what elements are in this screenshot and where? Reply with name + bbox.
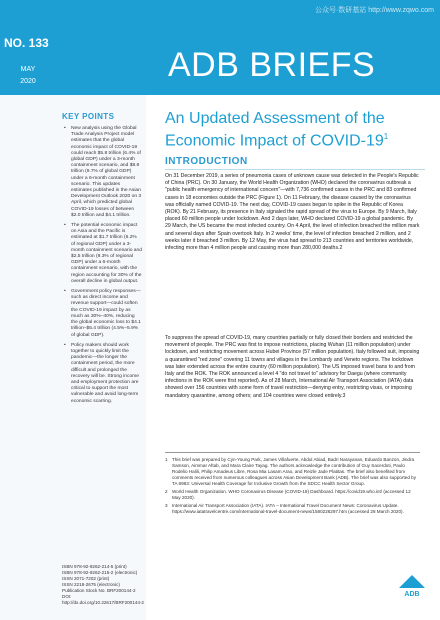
issue-box [0, 0, 56, 95]
series-title: ADB BRIEFS [168, 46, 376, 84]
section-heading-introduction: INTRODUCTION [165, 156, 425, 170]
footnote-1 [165, 457, 420, 487]
doi-link[interactable]: DOI: http://dx.doi.org/10.22617/BRF200144-2 [62, 594, 144, 605]
adb-logo-text: ADB [404, 591, 420, 598]
adb-logo [398, 574, 426, 598]
isbn-electronic: ISBN 978-92-9262-215-2 (electronic) [62, 570, 138, 575]
key-point-item: • New analysis using the Global Trade Analysis Project model estimates that the global economic impact of COVID-19 could reach $5.8 trillion (6.4% of global GDP) under a 3-month containment scenario, and $8.8 trillion (9.7% of global GDP) under a 6-month containment scenario. This updates estimates published in the Asian Development Outlook 2020 on 3 April, which predicted global COVID-19 losses of between $2.0 trillion and $4.1 trillion. [64, 126, 142, 219]
issue-month: MAY [20, 66, 36, 73]
article-title-text: An Updated Assessment of the Economic Impact of COVID-19 [165, 110, 385, 150]
footnotes [165, 452, 420, 517]
header-banner [0, 0, 440, 95]
footnote-number: 2 [165, 489, 168, 494]
issue-number: NO. 133 [4, 36, 49, 50]
watermark-text: 公众号·数研基站 http://www.zqwo.com [314, 7, 434, 14]
issue-year: 2020 [20, 78, 36, 85]
stock-number: Publication Stock No. BRF200144-2 [62, 588, 136, 593]
footnote-text: This brief was prepared by Cyn-Young Park, James Villafuerte, Abdul Abiad, Badri Narayanan, Eduardo Banzon, Jindra Samson, Aimmar Aftab, and Mara Claire Tayag. The authors acknowledge the contribution of Guy Sacerdoti, Paulo Rodelio Halili, Philip Amadeus Libre, Rosa Mia Lasam Arao, and Reizle Jade Platitas. The brief also benefited from comments received from numerous colleagues across Asian Development Bank (ADB). The brief was also supported by TA 8983: Universal Health Coverage for Inclusive Growth from the SDCC Health Sector Group. [172, 457, 417, 486]
key-point-item: • The potential economic impact on Asia and the Pacific is estimated at $1.7 trillion (6.2% of regional GDP) under a 3-month containment scenario and $2.5 trillion (9.3% of regional GDP) under a 6-month containment scenario, with the region accounting for 30% of the overall decline in global output. [64, 223, 142, 285]
footnote-number: 1 [165, 457, 168, 462]
intro-paragraph-2: To suppress the spread of COVID-19, many countries partially or fully closed their borders and restricted the movement of people. The PRC was first to impose restrictions, placing Wuhan (11 million population) under lockdown, and restricting movement across Hubei Province (57 million population). Italy followed suit, imposing a quarantined "red zone" covering 11 towns and villages in the Lombardy and Veneto regions. The lockdown was later extended across the entire country (60 million population). The US imposed travel bans to and from Italy and the ROK. The ROK announced a level 4 "do not travel to" advisory for Daegu (where community infections in the ROK were first reported). As of 28 March, International Air Transport Association (IATA) data showed over 156 countries with some form of travel restriction—denying entry, restricting visas, or imposing mandatory quarantine, among others; and 104 countries were closed entirely.3 [165, 335, 420, 399]
article-title [165, 110, 425, 150]
issn-electronic: ISSN 2218-2675 (electronic) [62, 582, 120, 587]
footnote-text[interactable]: World Health Organization. WHO Coronavirus Disease (COVID-19) Dashboard. https://covid19.who.int/ (accessed 12 May 2020). [172, 489, 411, 500]
footnote-2 [165, 489, 420, 501]
key-points-list [64, 126, 142, 409]
intro-paragraph-1: On 31 December 2019, a series of pneumonia cases of unknown cause was detected in the People's Republic of China (PRC). On 30 January, the World Health Organization (WHO) declared the coronavirus outbreak a "public health emergency of international concern"—with 7,736 confirmed cases in the PRC and 83 confirmed cases in 18 economies outside the PRC (Figure 1). On 11 February, the disease caused by the coronavirus was officially named COVID-19. The next day, COVID-19 cases began to spike in the Republic of Korea (ROK). By 21 February, its presence in Italy signaled the rapid spread of the virus to Europe. By 9 March, Italy placed 60 million people under lockdown. And 2 days later, WHO declared COVID-19 a global pandemic. By 29 March, the US became the most infected country. On 4 April, the level of infection breached the million mark and several days after Spain overtook Italy. In 2 weeks' time, the level of infection breached 2 million, and 2 weeks later it breached 3 million. By 12 May, the virus had spread to 213 countries and territories worldwide, infecting more than 4 million people and causing more than 280,000 deaths.2 [165, 173, 420, 252]
footnote-number: 3 [165, 503, 168, 508]
publication-info [62, 564, 144, 606]
adb-logo-mark [398, 574, 426, 598]
footnote-text[interactable]: International Air Transport Association (IATA). IATA – International Travel Document News: Coronavirus Update. https://www.iatatravelcentre.com/international-travel-document-news/1580226297.htm (accessed 28 March 2020). [172, 503, 404, 514]
footnote-3 [165, 503, 420, 515]
key-point-item: • Government policy responses—such as direct income and revenue support—could soften the COVID-19 impact by as much as 30%–40%, reducing the global economic loss to $4.1 trillion–$5.4 trillion (4.5%–5.9% of global GDP). [64, 289, 142, 339]
key-points-heading: KEY POINTS [62, 112, 115, 121]
key-point-item: • Policy makers should work together to quickly limit the pandemic—the longer the containment period, the more difficult and prolonged the recovery will be. Strong income and employment protection are critical to support the most vulnerable and avoid long-term economic scarring. [64, 343, 142, 405]
title-footnote-marker[interactable]: 1 [383, 132, 389, 141]
isbn-print: ISBN 978-92-9262-214-5 (print) [62, 564, 127, 569]
issn-print: ISSN 2071-7202 (print) [62, 576, 110, 581]
